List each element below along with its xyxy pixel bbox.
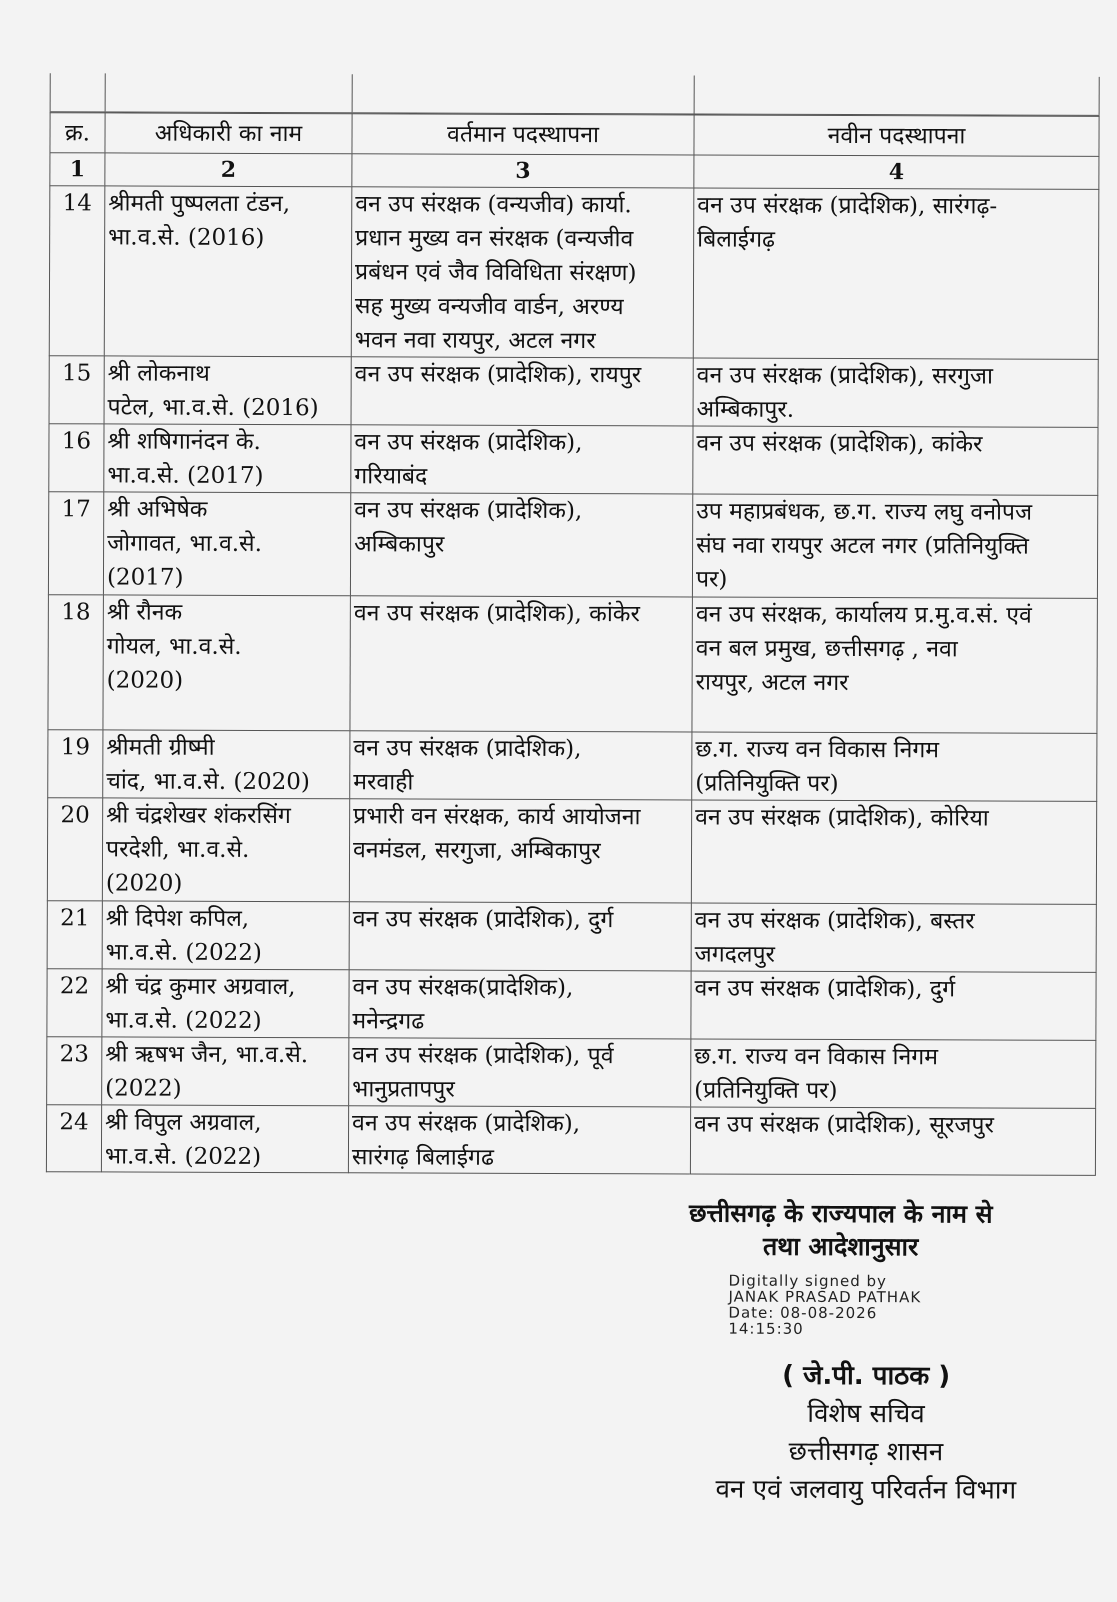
col-number: 2 (104, 152, 351, 186)
digital-signature-stamp (728, 1273, 921, 1338)
cell-text-line: सारंगढ़ बिलाईगढ (351, 1144, 494, 1171)
current-posting-cell (351, 186, 694, 357)
cell-text-line: बिलाईगढ़ (697, 226, 776, 253)
table-row (46, 1036, 1096, 1108)
cell-text-line: भा.व.से. (2022) (105, 1007, 262, 1034)
current-posting-cell (348, 969, 690, 1038)
new-posting-cell (690, 1038, 1096, 1107)
table-row (46, 968, 1096, 1040)
cell-text-line: श्रीमती ग्रीष्मी (106, 734, 215, 761)
serial-number-cell: 15 (49, 355, 104, 423)
cell-text-line: वन उप संरक्षक (प्रादेशिक), (352, 1110, 581, 1138)
cell-text-line: चांद, भा.व.से. (2020) (106, 768, 310, 796)
signatory-block (631, 1356, 1102, 1510)
current-posting-cell (350, 424, 692, 493)
cell-text-line: प्रभारी वन संरक्षक, कार्य आयोजना (353, 803, 641, 831)
cell-text-line: श्री रौनक (106, 599, 183, 626)
officer-name-cell (104, 355, 351, 424)
table-row (47, 729, 1097, 801)
serial-number-cell: 16 (48, 423, 103, 491)
col-number: 3 (351, 153, 693, 187)
officer-name-cell (102, 797, 349, 901)
cell-text-line: वन उप संरक्षक (प्रादेशिक), सूरजपुर (694, 1111, 994, 1139)
cell-text-line: श्रीमती पुष्पलता टंडन, (108, 190, 291, 218)
cell-text-line: भा.व.से. (2017) (107, 462, 264, 489)
new-posting-cell (692, 425, 1098, 494)
table-body (46, 185, 1099, 1176)
serial-number-cell: 23 (46, 1036, 101, 1104)
serial-number-cell: 14 (49, 185, 105, 355)
cell-text-line: भा.व.से. (2022) (104, 1143, 262, 1170)
digital-sign-line: JANAK PRASAD PATHAK (728, 1287, 922, 1307)
officer-name-cell (102, 729, 349, 798)
header-serial: क्र. (49, 112, 104, 152)
cell-text-line: वन उप संरक्षक (वन्यजीव) कार्या. (355, 191, 632, 219)
table-row (47, 900, 1097, 972)
table-row (49, 355, 1099, 427)
current-posting-cell (349, 730, 691, 799)
current-posting-cell (351, 356, 693, 425)
serial-number-cell: 18 (47, 594, 102, 729)
cell-text-line: वन उप संरक्षक, कार्यालय प्र.मु.व.सं. एवं (695, 601, 1032, 629)
cell-text-line: जगदलपुर (694, 941, 776, 968)
digital-sign-line: Date: 08-08-2026 (728, 1303, 878, 1323)
new-posting-cell (692, 493, 1098, 597)
digital-sign-line: 14:15:30 (728, 1319, 804, 1338)
serial-number-cell: 17 (48, 491, 103, 594)
cell-text-line: रायपुर, अटल नगर (695, 669, 849, 697)
cell-text-line: श्री शषिगानंदन के. (107, 428, 261, 455)
serial-number-cell: 20 (47, 797, 102, 900)
cell-text-line: पर) (695, 566, 728, 593)
cell-text-line: परदेशी, भा.व.से. (105, 836, 250, 863)
cell-text-line: (प्रतिनियुक्ति पर) (695, 770, 839, 797)
cell-text-line: छ.ग. राज्य वन विकास निगम (694, 1043, 939, 1071)
cell-text-line: वन उप संरक्षक(प्रादेशिक), (352, 974, 574, 1002)
current-posting-cell (350, 492, 692, 596)
serial-number-cell: 24 (46, 1104, 101, 1172)
digital-sign-line: Digitally signed by (728, 1271, 887, 1291)
current-posting-cell (348, 1037, 690, 1106)
cell-text-line: अम्बिकापुर. (696, 396, 795, 423)
signatory-designation: विशेष सचिव (807, 1398, 925, 1430)
cell-text-line: वन बल प्रमुख, छत्तीसगढ़ , नवा (695, 635, 958, 663)
officer-name-cell (102, 594, 349, 730)
cell-text-line: वन उप संरक्षक (प्रादेशिक), सरगुजा (696, 362, 994, 390)
cell-text-line: (2017) (106, 564, 184, 591)
new-posting-cell (693, 187, 1100, 358)
officer-name-cell (101, 1104, 348, 1173)
officer-name-cell (103, 423, 350, 492)
cell-text-line: अम्बिकापुर (354, 531, 445, 558)
cell-text-line: श्री लोकनाथ (107, 360, 210, 387)
current-posting-cell (349, 798, 691, 902)
signatory-department: वन एवं जलवायु परिवर्तन विभाग (715, 1474, 1017, 1506)
cell-text-line: श्री चंद्रशेखर शंकरसिंग (106, 802, 291, 830)
order-line-1: छत्तीसगढ़ के राज्यपाल के नाम से (688, 1198, 993, 1229)
cell-text-line: श्री दिपेश कपिल, (105, 905, 250, 932)
cell-text-line: वन उप संरक्षक (प्रादेशिक), कांकेर (696, 430, 983, 458)
cell-text-line: (2020) (106, 667, 184, 694)
cell-text-line: वन उप संरक्षक (प्रादेशिक), बस्तर (694, 907, 975, 935)
cell-text-line: प्रबंधन एवं जैव विविधिता संरक्षण) (355, 259, 637, 287)
current-posting-cell (349, 595, 691, 731)
cell-text-line: वनमंडल, सरगुजा, अम्बिकापुर (352, 837, 601, 865)
officer-name-cell (101, 968, 348, 1037)
table-row (47, 594, 1097, 733)
new-posting-cell (691, 799, 1097, 903)
cell-text-line: मनेन्द्रगढ (352, 1008, 425, 1035)
cell-text-line: भा.व.से. (2022) (105, 939, 262, 966)
cell-text-line: वन उप संरक्षक (प्रादेशिक), सारंगढ़- (697, 192, 998, 220)
cell-text-line: वन उप संरक्षक (प्रादेशिक), दुर्ग (352, 906, 614, 934)
new-posting-cell (693, 357, 1099, 426)
cell-text-line: श्री अभिषेक (107, 496, 208, 523)
cell-text-line: श्री चंद्र कुमार अग्रवाल, (105, 973, 296, 1001)
cell-text-line: वन उप संरक्षक (प्रादेशिक), पूर्व (352, 1042, 614, 1070)
new-posting-cell (691, 902, 1097, 971)
table-column-number-row (49, 152, 1099, 189)
cell-text-line: जोगावत, भा.व.से. (107, 530, 263, 557)
cell-text-line: वन उप संरक्षक (प्रादेशिक), (354, 429, 583, 457)
cell-text-line: वन उप संरक्षक (प्रादेशिक), (354, 497, 583, 525)
table-row (49, 185, 1100, 359)
order-line-2: तथा आदेशानुसार (763, 1231, 919, 1262)
cell-text-line: वन उप संरक्षक (प्रादेशिक), (353, 735, 582, 763)
col-number: 1 (49, 152, 104, 185)
cell-text-line: वन उप संरक्षक (प्रादेशिक), कोरिया (695, 804, 989, 832)
order-authority-block (596, 1196, 1076, 1264)
table-top-stub (50, 73, 1100, 115)
cell-text-line: सह मुख्य वन्यजीव वार्डन, अरण्य (354, 293, 624, 321)
cell-text-line: वन उप संरक्षक (प्रादेशिक), कांकेर (353, 600, 640, 628)
table-row (48, 423, 1098, 495)
header-new-posting: नवीन पदस्थापना (693, 114, 1099, 155)
current-posting-cell (349, 901, 691, 970)
cell-text-line: पटेल, भा.व.से. (2016) (107, 394, 319, 422)
cell-text-line: गरियाबंद (354, 463, 428, 490)
officer-name-cell (102, 900, 349, 969)
col-number: 4 (693, 154, 1099, 188)
current-posting-cell (348, 1105, 690, 1174)
cell-text-line: संघ नवा रायपुर अटल नगर (प्रतिनियुक्ति (696, 532, 1029, 560)
cell-text-line: मरवाही (353, 769, 414, 796)
cell-text-line: वन उप संरक्षक (प्रादेशिक), दुर्ग (694, 975, 956, 1003)
cell-text-line: (प्रतिनियुक्ति पर) (694, 1077, 838, 1104)
new-posting-cell (691, 596, 1097, 732)
new-posting-cell (690, 1106, 1096, 1175)
new-posting-cell (690, 970, 1096, 1039)
header-current-posting: वर्तमान पदस्थापना (351, 113, 693, 154)
serial-number-cell: 19 (47, 729, 102, 797)
new-posting-cell (691, 731, 1097, 800)
table-row (47, 797, 1097, 904)
cell-text-line: वन उप संरक्षक (प्रादेशिक), रायपुर (354, 361, 642, 389)
officer-name-cell (103, 491, 350, 595)
officer-name-cell (101, 1036, 348, 1105)
header-officer-name: अधिकारी का नाम (104, 112, 351, 153)
cell-text-line: भा.व.से. (2016) (108, 224, 265, 251)
table-row (46, 1104, 1096, 1176)
signatory-government: छत्तीसगढ़ शासन (788, 1436, 944, 1468)
cell-text-line: श्री विपुल अग्रवाल, (105, 1109, 262, 1136)
cell-text-line: उप महाप्रबंधक, छ.ग. राज्य लघु वनोपज (696, 498, 1033, 526)
serial-number-cell: 22 (46, 968, 101, 1036)
cell-text-line: छ.ग. राज्य वन विकास निगम (695, 736, 940, 764)
cell-text-line: प्रधान मुख्य वन संरक्षक (वन्यजीव (355, 225, 634, 253)
officer-name-cell (104, 185, 352, 356)
transfer-table (46, 73, 1100, 1176)
serial-number-cell: 21 (47, 900, 102, 968)
table-row (48, 491, 1098, 598)
cell-text-line: श्री ऋषभ जैन, भा.व.से. (105, 1041, 309, 1069)
signatory-name: ( जे.पी. पाठक ) (782, 1360, 951, 1392)
cell-text-line: गोयल, भा.व.से. (106, 633, 242, 660)
cell-text-line: (2022) (105, 1075, 182, 1102)
cell-text-line: भवन नवा रायपुर, अटल नगर (354, 327, 596, 355)
table-header-row (49, 111, 1099, 156)
cell-text-line: भानुप्रतापपुर (352, 1076, 455, 1103)
cell-text-line: (2020) (105, 870, 183, 897)
